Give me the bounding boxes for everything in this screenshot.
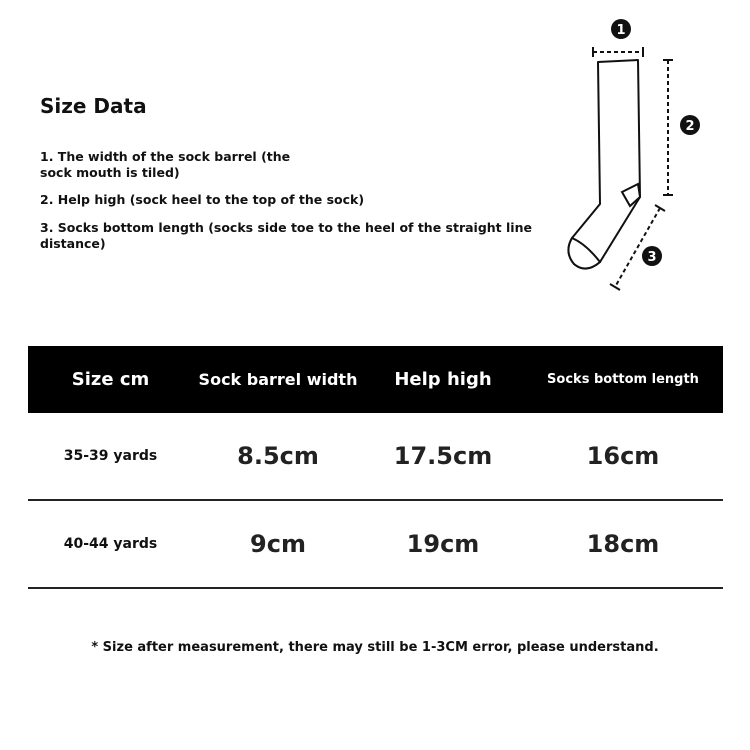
size-data-title: Size Data (40, 94, 147, 118)
row-size-label: 40-44 yards (63, 536, 158, 552)
measurement-note: * Size after measurement, there may still be 1-3CM error, please understand. (91, 640, 659, 655)
table-row (28, 413, 723, 501)
row-help-high: 19cm (406, 530, 480, 558)
header-barrel-width: Sock barrel width (198, 370, 358, 389)
table-header (28, 346, 723, 413)
description-help-high: 2. Help high (sock heel to the top of the sock) (40, 192, 365, 207)
sock-outline (568, 60, 640, 269)
marker-2-label: 2 (685, 119, 695, 134)
row-help-high: 17.5cm (393, 442, 493, 470)
row-bottom-length: 16cm (586, 442, 660, 470)
header-size: Size cm (71, 369, 150, 390)
row-barrel-width: 9cm (250, 530, 306, 558)
description-barrel-width: 1. The width of the sock barrel (the sock mouth is tiled) (40, 149, 291, 180)
marker-1-label: 1 (616, 23, 626, 38)
row-size-label: 35-39 yards (63, 448, 158, 464)
table-row (28, 501, 723, 589)
sock-measurement-diagram (560, 12, 720, 302)
row-bottom-length: 18cm (586, 530, 660, 558)
row-barrel-width: 8.5cm (237, 442, 319, 470)
marker-3-label: 3 (647, 250, 657, 265)
header-bottom-length: Socks bottom length (547, 372, 699, 387)
size-table (28, 346, 723, 589)
header-help-high: Help high (394, 369, 492, 390)
description-bottom-length: 3. Socks bottom length (socks side toe to the heel of the straight line distance) (40, 220, 532, 251)
